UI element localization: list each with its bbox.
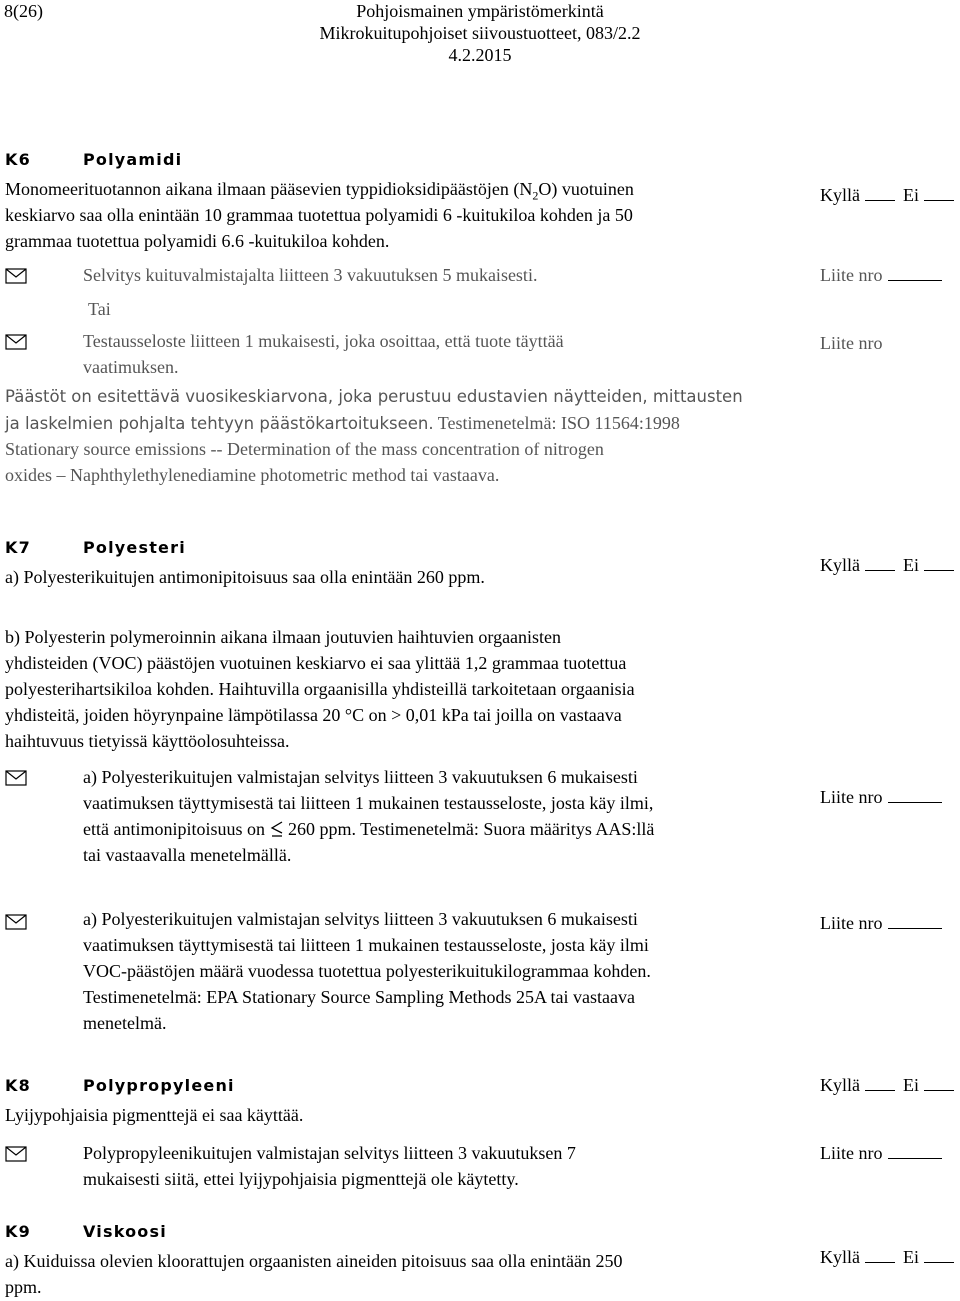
- k6-kylla-blank[interactable]: [865, 184, 895, 201]
- k8-code: K8: [5, 1076, 31, 1095]
- k6-requirement: Monomeerituotannon aikana ilmaan pääsevien typpidioksidipäästöjen $(N_2O)$ vuotuinen keskiarvo saa olla enintään 10 grammaa tuotettua polyamidi 6 -kuitukiloa kohden ja 50 grammaa tuotettua polyamidi 6.6 -kuitukiloa kohden.: [5, 179, 634, 251]
- k7-kylla-ei: Kyllä Ei: [820, 552, 954, 578]
- k9-ei-blank[interactable]: [924, 1246, 954, 1263]
- k7-liite-1-blank[interactable]: [888, 786, 942, 803]
- k8-kylla-blank[interactable]: [865, 1074, 895, 1091]
- k8-text: Lyijypohjaisia pigmenttejä ei saa käyttää.: [5, 1105, 304, 1125]
- k6-item1: Selvitys kuituvalmistajalta liitteen 3 vakuutuksen 5 mukaisesti.: [83, 265, 538, 285]
- k6-liite-1-blank[interactable]: [888, 264, 942, 281]
- envelope-icon: [5, 1146, 27, 1162]
- k6-kylla-ei: Kyllä Ei: [820, 182, 954, 208]
- k7-liite-2-blank[interactable]: [888, 912, 942, 929]
- header-title: Pohjoismainen ympäristömerkintä: [356, 1, 604, 21]
- k7-item1: a) Polyesterikuitujen valmistajan selvitys liitteen 3 vakuutuksen 6 mukaisesti vaatimuksen täyttymisestä tai liitteen 1 mukainen testausseloste, josta käy ilmi, että antimonipitoisuus on 260 ppm. Testimenetelmä: Suora määritys AAS:llä tai vastaavalla menetelmällä.: [83, 767, 655, 865]
- k6-method: Stationary source emissions -- Determination of the mass concentration of nitrogen oxides – Naphthylethylenediamine photometric method tai vastaava.: [5, 439, 604, 485]
- header-date: 4.2.2015: [448, 45, 512, 65]
- k6-title: Polyamidi: [83, 150, 183, 169]
- k8-liite: Liite nro: [820, 1140, 942, 1166]
- k7-liite-1: Liite nro: [820, 784, 942, 810]
- k8-title: Polypropyleeni: [83, 1076, 235, 1095]
- k7-ei-blank[interactable]: [924, 554, 954, 571]
- k6-tai: Tai: [88, 299, 111, 319]
- k9-title: Viskoosi: [83, 1222, 167, 1241]
- k7-a: a) Polyesterikuitujen antimonipitoisuus saa olla enintään 260 ppm.: [5, 567, 485, 587]
- envelope-icon: [5, 268, 27, 284]
- k6-liite-2: Liite nro: [820, 333, 883, 353]
- k6-ei-blank[interactable]: [924, 184, 954, 201]
- k9-kylla-blank[interactable]: [865, 1246, 895, 1263]
- k6-item2: Testausseloste liitteen 1 mukaisesti, joka osoittaa, että tuote täyttää vaatimuksen.: [83, 331, 564, 377]
- page-number: 8(26): [4, 1, 43, 21]
- envelope-icon: [5, 914, 27, 930]
- k7-b: b) Polyesterin polymeroinnin aikana ilmaan joutuvien haihtuvien orgaanisten yhdisteiden (VOC) päästöjen vuotuinen keskiarvo ei saa ylittää 1,2 grammaa tuotettua polyesterihartsikiloa kohden. Haihtuvilla orgaanisilla yhdisteillä tarkoitetaan orgaanisia yhdisteitä, joiden höyrynpaine lämpötilassa 20 °C on > 0,01 kPa tai joilla on vastaava haihtuvuus tietyissä käyttöolosuhteissa.: [5, 627, 635, 751]
- k8-ei-blank[interactable]: [924, 1074, 954, 1091]
- less-equal-icon: [270, 820, 284, 838]
- k7-item2: a) Polyesterikuitujen valmistajan selvitys liitteen 3 vakuutuksen 6 mukaisesti vaatimuksen täyttymisestä tai liitteen 1 mukainen testausseloste, josta käy ilmi VOC-päästöjen määrä vuodessa tuotettua polyesterikuitukilogrammaa kohden. Testimenetelmä: EPA Stationary Source Sampling Methods 25A tai vastaava menetelmä.: [83, 909, 651, 1033]
- k7-code: K7: [5, 538, 31, 557]
- k7-title: Polyesteri: [83, 538, 186, 557]
- k6-measure-note: Päästöt on esitettävä vuosikeskiarvona, joka perustuu edustavien näytteiden, mittausten ja laskelmien pohjalta tehtyyn päästökartoitukseen. Testimenetelmä: ISO 11564:1998: [5, 387, 743, 433]
- k8-liite-blank[interactable]: [888, 1142, 942, 1159]
- header-subtitle: Mikrokuitupohjoiset siivoustuotteet, 083/2.2: [319, 23, 641, 43]
- k8-item: Polypropyleenikuitujen valmistajan selvitys liitteen 3 vakuutuksen 7 mukaisesti siitä, ettei lyijypohjaisia pigmenttejä ole käytetty.: [83, 1143, 576, 1189]
- k9-text: a) Kuiduissa olevien kloorattujen orgaanisten aineiden pitoisuus saa olla enintään 250 ppm.: [5, 1251, 623, 1297]
- k7-kylla-blank[interactable]: [865, 554, 895, 571]
- envelope-icon: [5, 334, 27, 350]
- k8-kylla-ei: Kyllä Ei: [820, 1072, 954, 1098]
- k9-code: K9: [5, 1222, 31, 1241]
- envelope-icon: [5, 770, 27, 786]
- k6-code: K6: [5, 150, 31, 169]
- k6-liite-1: Liite nro: [820, 262, 942, 288]
- k9-kylla-ei: Kyllä Ei: [820, 1244, 954, 1270]
- k7-liite-2: Liite nro: [820, 910, 942, 936]
